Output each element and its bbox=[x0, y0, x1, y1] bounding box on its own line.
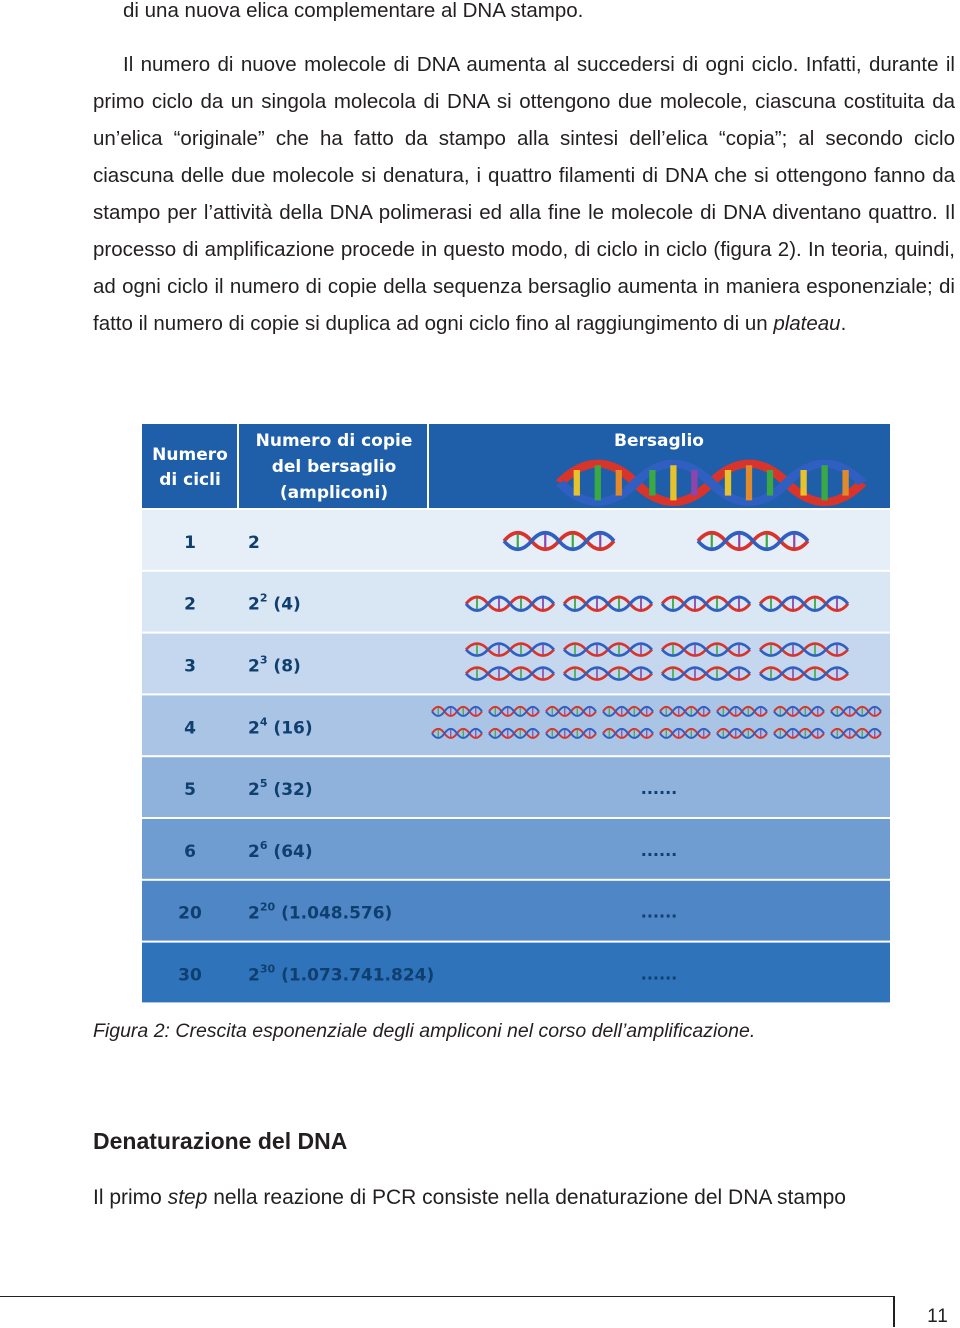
cycle-number: 2 bbox=[184, 594, 196, 615]
header-target: Bersaglio bbox=[614, 431, 704, 451]
header-copies-1: Numero di copie bbox=[255, 431, 413, 451]
cycle-number: 30 bbox=[178, 965, 202, 986]
header-cycles-1: Numero bbox=[152, 445, 228, 465]
top-line: di una nuova elica complementare al DNA stampo. bbox=[123, 0, 584, 22]
ellipsis: ...... bbox=[640, 779, 678, 799]
header-copies-3: (ampliconi) bbox=[279, 483, 389, 503]
copy-count: $2^4$ (16) bbox=[248, 715, 313, 739]
table-row bbox=[142, 634, 890, 694]
footer-rule bbox=[0, 1296, 893, 1297]
copy-count: $2^3$ (8) bbox=[248, 653, 301, 677]
last-italic: step bbox=[167, 1186, 208, 1209]
header-cycles-2: di cicli bbox=[159, 470, 221, 490]
header-copies-2: del bersaglio bbox=[271, 457, 397, 477]
paragraph-text: Il numero di nuove molecole di DNA aumenta al succedersi di ogni ciclo. Infatti, durante il primo ciclo da un singola molecola di DNA si ottengono due molecole, ciascuna costituita da un’elica “originale” che ha fatto da stampo alla sintesi dell’elica “copia”; al secondo ciclo ciascuna delle due molecole si denatura, i quattro filamenti di DNA che si ottengono fanno da stampo per l’attività della DNA polimerasi ed alla fine le molecole di DNA diventano quattro. Il processo di amplificazione procede in questo modo, di ciclo in ciclo (figura 2). In teoria, quindi, ad ogni ciclo il numero di copie della sequenza bersaglio aumenta in maniera esponenziale; di fatto il numero di copie si duplica ad ogni ciclo fino al raggiungimento di un bbox=[93, 53, 955, 335]
table-row bbox=[142, 943, 890, 1003]
cycle-number: 3 bbox=[184, 656, 196, 677]
pcr-amplification-figure bbox=[142, 424, 890, 1004]
table-row bbox=[142, 881, 890, 941]
copy-count: 2 bbox=[248, 532, 260, 553]
last-b: nella reazione di PCR consiste nella denaturazione del DNA stampo bbox=[207, 1186, 846, 1209]
ellipsis: ...... bbox=[640, 902, 678, 922]
paragraph-italic: plateau bbox=[773, 312, 841, 335]
copy-count: $2^6$ (64) bbox=[248, 838, 313, 862]
copy-count: $2^{30}$ (1.073.741.824) bbox=[248, 962, 435, 986]
copy-count: $2^5$ (32) bbox=[248, 777, 313, 801]
copy-count: $2^{20}$ (1.048.576) bbox=[248, 900, 393, 924]
table-row bbox=[142, 819, 890, 879]
last-a: Il primo bbox=[93, 1186, 168, 1209]
table-row bbox=[142, 695, 890, 755]
ellipsis: ...... bbox=[640, 840, 678, 860]
cycle-number: 4 bbox=[184, 718, 196, 739]
cycle-number: 20 bbox=[178, 903, 202, 924]
body-paragraph bbox=[93, 46, 955, 342]
table-row bbox=[142, 757, 890, 817]
cycle-number: 5 bbox=[184, 780, 196, 801]
footer-bar bbox=[893, 1296, 895, 1327]
page-number: 11 bbox=[927, 1306, 949, 1327]
table-row bbox=[142, 572, 890, 632]
copy-count: $2^2$ (4) bbox=[248, 591, 301, 615]
section-title: Denaturazione del DNA bbox=[93, 1128, 348, 1154]
figure-caption: Figura 2: Crescita esponenziale degli ampliconi nel corso dell’amplificazione. bbox=[93, 1020, 756, 1042]
cycle-number: 6 bbox=[184, 841, 196, 862]
section-first-line bbox=[93, 1186, 846, 1210]
table-row bbox=[142, 510, 890, 570]
cycle-number: 1 bbox=[184, 532, 196, 553]
ellipsis: ...... bbox=[640, 964, 678, 984]
paragraph-end: . bbox=[840, 312, 847, 335]
